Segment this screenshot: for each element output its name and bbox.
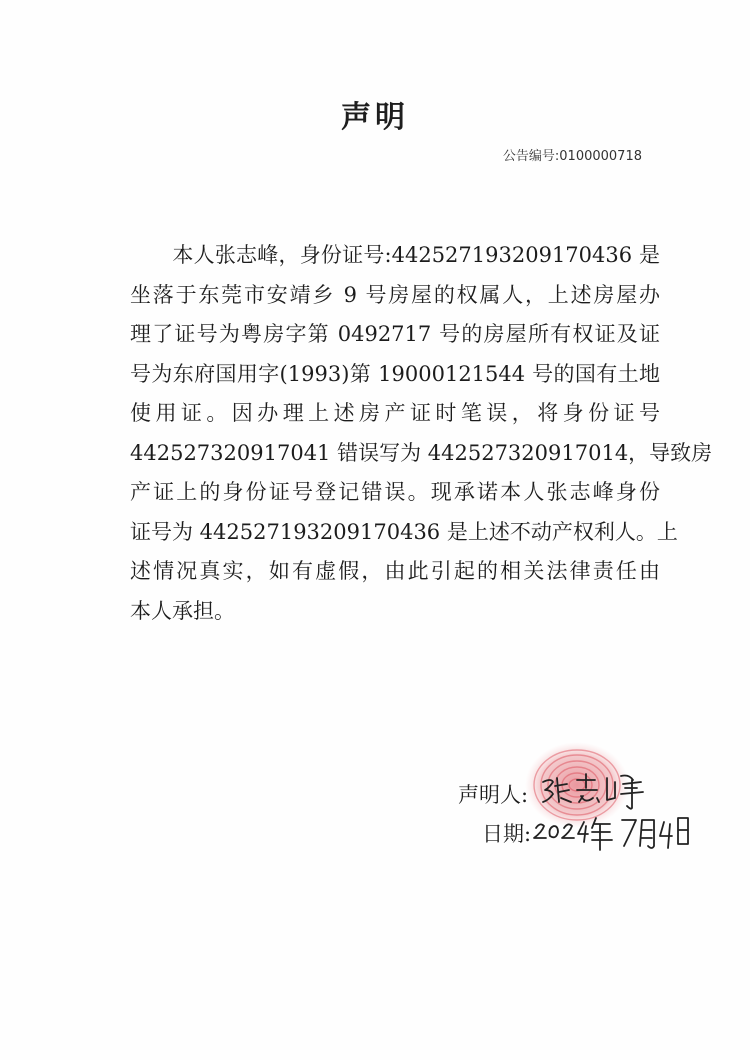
handwritten-signature xyxy=(537,768,657,810)
body-line: 本人承担。 xyxy=(130,598,235,623)
body-line: 产证上的身份证号登记错误。现承诺本人张志峰身份 xyxy=(130,480,660,504)
body-line: 本人张志峰，身份证号:442527193209170436 是 xyxy=(130,243,660,267)
notice-number: 公告编号:0100000718 xyxy=(502,149,642,164)
body-line: 442527320917041 错误写为 442527320917014，导致房 xyxy=(130,440,713,465)
body-line: 坐落于东莞市安靖乡 9 号房屋的权属人，上述房屋办 xyxy=(130,282,660,307)
body-line: 述情况真实，如有虚假，由此引起的相关法律责任由 xyxy=(130,559,660,583)
body-line: 使用证。因办理上述房产证时笔误，将身份证号 xyxy=(130,401,660,425)
document-title: 声明 xyxy=(341,100,409,135)
body-line: 号为东府国用字(1993)第 19000121544 号的国有土地 xyxy=(130,361,660,386)
handwritten-date xyxy=(530,810,690,856)
date-label: 日期: xyxy=(482,822,532,846)
declarant-label: 声明人: xyxy=(458,783,529,807)
body-line: 理了证号为粤房字第 0492717 号的房屋所有权证及证 xyxy=(130,322,660,346)
statement-body xyxy=(130,236,713,631)
body-line: 证号为 442527193209170436 是上述不动产权利人。上 xyxy=(130,519,678,544)
